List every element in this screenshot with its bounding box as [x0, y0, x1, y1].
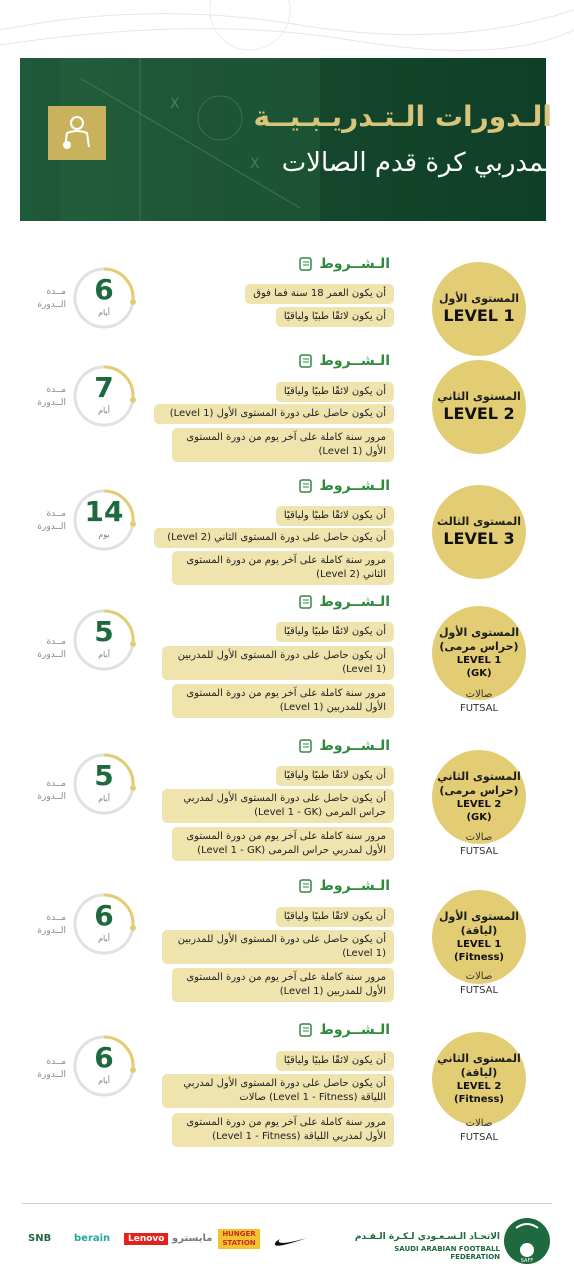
conditions-title: الـشــروط — [299, 353, 390, 369]
level-name-ar-qualifier: (لياقة) — [460, 1066, 498, 1079]
checklist-icon — [299, 879, 313, 893]
saff-logo — [504, 1218, 550, 1264]
level-name-en: LEVEL 3 — [443, 529, 515, 548]
duration-label: مــدة الــدورة — [37, 287, 66, 310]
duration-ring — [72, 608, 136, 672]
level-name-en: LEVEL 2 — [456, 799, 502, 810]
duration-number: 6 — [94, 273, 114, 306]
checklist-icon — [299, 1023, 313, 1037]
condition-pill: أن يكون لائقًا طبيًا ولياقيًا — [276, 382, 394, 402]
level-badge — [432, 750, 526, 844]
nike-swoosh-icon — [274, 1236, 308, 1248]
condition-pill: أن يكون حاصل على دورة المستوى الأول للمدربين (Level 1) — [162, 646, 394, 680]
duration-ring — [72, 892, 136, 956]
checklist-icon — [299, 354, 313, 368]
level-badge — [432, 485, 526, 579]
level-name-ar: المستوى الثاني — [437, 390, 521, 403]
duration-ring — [72, 364, 136, 428]
level-name-ar-qualifier: (لياقة) — [460, 924, 498, 937]
condition-pill: مرور سنة كاملة على آخر يوم من دورة المستوى الأول (Level 1) — [172, 428, 394, 462]
checklist-icon — [299, 257, 313, 271]
condition-pill: مرور سنة كاملة على آخر يوم من دورة المستوى الثاني (Level 2) — [172, 551, 394, 585]
level-name-en: LEVEL 1 — [456, 655, 502, 666]
condition-pill: مرور سنة كاملة على آخر يوم من دورة المستوى الأول للمدربين (Level 1) — [172, 684, 394, 718]
duration-label: مــدة الــدورة — [37, 509, 66, 532]
condition-pill: أن يكون لائقًا طبيًا ولياقيًا — [276, 307, 394, 327]
level-name-ar: المستوى الأول — [438, 626, 520, 639]
duration-number: 5 — [94, 615, 114, 648]
level-badge — [432, 262, 526, 356]
duration-label: مــدة الــدورة — [37, 637, 66, 660]
level-name-en: LEVEL 1 — [443, 306, 515, 325]
sponsor-lenovo-logo: Lenovo — [124, 1233, 168, 1245]
level-badge — [432, 1032, 526, 1126]
condition-pill: أن يكون لائقًا طبيًا ولياقيًا — [276, 907, 394, 927]
condition-pill: أن يكون العمر 18 سنة فما فوق — [245, 284, 394, 304]
conditions-title: الـشــروط — [299, 478, 390, 494]
duration-unit: أيام — [98, 308, 110, 317]
level-name-en: LEVEL 2 — [443, 404, 515, 423]
condition-pill: أن يكون لائقًا طبيًا ولياقيًا — [276, 622, 394, 642]
level-badge — [432, 606, 526, 700]
duration-label: مــدة الــدورة — [37, 913, 66, 936]
condition-pill: أن يكون حاصل على دورة المستوى الأول لمدربي حراس المرمى (Level 1 - GK) — [162, 789, 394, 823]
duration-number: 14 — [84, 495, 124, 528]
federation-name-ar: الاتحـاد الـسـعـودي لـكـرة الـقـدم — [354, 1232, 500, 1242]
duration-ring — [72, 266, 136, 330]
svg-text:X: X — [170, 96, 180, 112]
duration-number: 5 — [94, 759, 114, 792]
level-name-ar: المستوى الأول — [438, 292, 520, 305]
futsal-label: صالات FUTSAL — [459, 832, 499, 857]
level-name-ar-qualifier: (حراس مرمى) — [439, 784, 519, 797]
condition-pill: أن يكون حاصل على دورة المستوى الأول (Level 1) — [154, 404, 394, 424]
checklist-icon — [299, 595, 313, 609]
conditions-title: الـشــروط — [299, 256, 390, 272]
duration-number: 7 — [94, 371, 114, 404]
conditions-title: الـشــروط — [299, 738, 390, 754]
conditions-title: الـشــروط — [299, 878, 390, 894]
sponsor-snb-logo: SNB — [28, 1233, 52, 1244]
checklist-icon — [299, 739, 313, 753]
level-name-en-qualifier: (Fitness) — [454, 1094, 504, 1105]
condition-pill: مرور سنة كاملة على آخر يوم من دورة المستوى الأول لمدربي حراس المرمى (Level 1 - GK) — [172, 827, 394, 861]
futsal-label: صالات FUTSAL — [459, 1118, 499, 1143]
sponsor-berain-logo: berain — [74, 1233, 111, 1244]
level-name-en: LEVEL 1 — [456, 939, 502, 950]
conditions-title: الـشــروط — [299, 594, 390, 610]
level-name-ar: المستوى الثالث — [436, 515, 522, 528]
level-name-en-qualifier: (Fitness) — [454, 952, 504, 963]
duration-unit: أيام — [98, 406, 110, 415]
level-name-ar: المستوى الثاني — [437, 1052, 521, 1065]
svg-text:SAFF: SAFF — [520, 1258, 534, 1264]
duration-number: 6 — [94, 1041, 114, 1074]
footer-divider — [22, 1203, 552, 1204]
duration-unit: أيام — [98, 650, 110, 659]
sponsor-maestro-logo: مايسترو — [172, 1233, 213, 1244]
futsal-label: صالات FUTSAL — [459, 971, 499, 996]
level-name-ar: المستوى الأول — [438, 910, 520, 923]
top-decoration — [0, 0, 574, 60]
conditions-title: الـشــروط — [299, 1022, 390, 1038]
duration-unit: أيام — [98, 934, 110, 943]
coach-icon — [48, 106, 106, 160]
duration-ring — [72, 488, 136, 552]
sponsor-hungerstation-logo: HUNGER STATION — [218, 1229, 260, 1249]
condition-pill: أن يكون لائقًا طبيًا ولياقيًا — [276, 506, 394, 526]
duration-ring — [72, 752, 136, 816]
duration-label: مــدة الــدورة — [37, 1057, 66, 1080]
federation-name-en: SAUDI ARABIAN FOOTBALL FEDERATION — [394, 1245, 500, 1261]
level-name-en-qualifier: (GK) — [466, 812, 492, 823]
condition-pill: أن يكون حاصل على دورة المستوى الأول للمدربين (Level 1) — [162, 930, 394, 964]
condition-pill: أن يكون لائقًا طبيًا ولياقيًا — [276, 766, 394, 786]
level-name-ar: المستوى الثاني — [437, 770, 521, 783]
condition-pill: أن يكون حاصل على دورة المستوى الأول لمدربي اللياقة (Level 1 - Fitness) صالات — [162, 1074, 394, 1108]
svg-text:X: X — [250, 156, 260, 172]
condition-pill: مرور سنة كاملة على آخر يوم من دورة المستوى الأول لمدربي اللياقة (Level 1 - Fitness) — [172, 1113, 394, 1147]
checklist-icon — [299, 479, 313, 493]
level-name-ar-qualifier: (حراس مرمى) — [439, 640, 519, 653]
duration-label: مــدة الــدورة — [37, 385, 66, 408]
futsal-label: صالات FUTSAL — [459, 689, 499, 714]
condition-pill: مرور سنة كاملة على آخر يوم من دورة المستوى الأول للمدربين (Level 1) — [172, 968, 394, 1002]
duration-unit: أيام — [98, 1076, 110, 1085]
header-banner — [20, 58, 546, 221]
duration-number: 6 — [94, 899, 114, 932]
condition-pill: أن يكون حاصل على دورة المستوى الثاني (Level 2) — [154, 528, 394, 548]
page-subtitle: لمدربي كرة قدم الصالات — [281, 148, 552, 178]
duration-unit: أيام — [98, 794, 110, 803]
duration-label: مــدة الــدورة — [37, 779, 66, 802]
condition-pill: أن يكون لائقًا طبيًا ولياقيًا — [276, 1051, 394, 1071]
level-name-en: LEVEL 2 — [456, 1081, 502, 1092]
duration-unit: يوم — [98, 530, 110, 539]
level-name-en-qualifier: (GK) — [466, 668, 492, 679]
duration-ring — [72, 1034, 136, 1098]
level-badge — [432, 360, 526, 454]
page-title: الـدورات الـتـدريـبـيــة — [253, 100, 552, 133]
